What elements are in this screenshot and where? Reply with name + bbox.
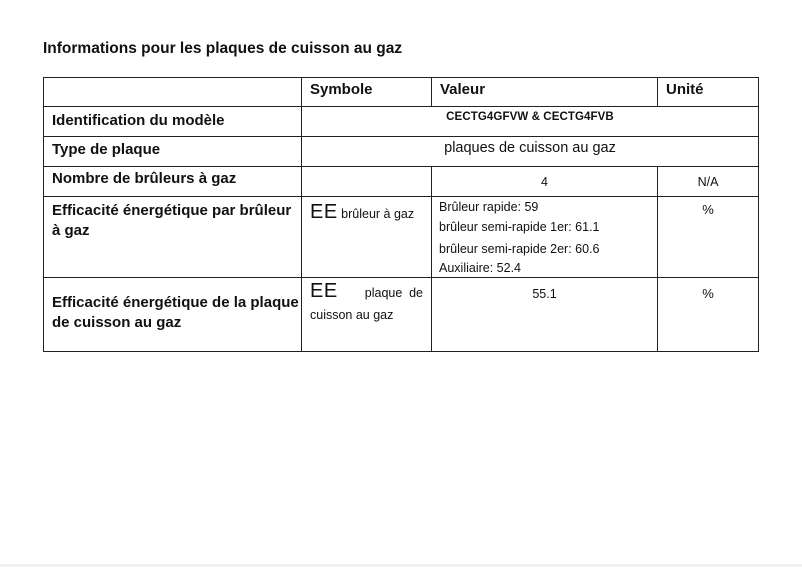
burner-count-value: 4	[541, 175, 548, 189]
ee-per-burner-symbol	[302, 197, 431, 225]
ee-per-burner-label: Efficacité énergétique par brûleur à gaz	[52, 202, 292, 239]
header-cell-unite	[658, 78, 759, 107]
ee-symbol-sub: brûleur à gaz	[341, 207, 415, 221]
model-identification-label: Identification du modèle	[52, 112, 225, 129]
hob-type-value: plaques de cuisson au gaz	[444, 140, 616, 156]
burner-count-symbol	[302, 167, 431, 171]
row-ee-per-burner	[44, 197, 759, 278]
burner-count-unit: N/A	[697, 175, 719, 189]
burner-value-semi-rapide-1: brûleur semi-rapide 1er: 61.1	[439, 220, 600, 234]
ee-hob-symbol	[302, 278, 431, 326]
ee-symbol-main: EE	[310, 201, 338, 223]
row-hob-type	[44, 137, 759, 167]
header-unite: Unité	[666, 81, 704, 98]
ee-hob-value: 55.1	[532, 287, 557, 301]
header-cell-empty	[44, 78, 302, 107]
burner-count-label: Nombre de brûleurs à gaz	[52, 170, 237, 187]
ee-per-burner-unit: %	[702, 202, 714, 217]
burner-value-semi-rapide-2: brûleur semi-rapide 2er: 60.6	[439, 242, 600, 256]
ee-hob-unit: %	[702, 286, 714, 301]
burner-value-rapide: Brûleur rapide: 59	[439, 200, 539, 214]
header-row	[44, 78, 759, 107]
gas-hob-info-table	[43, 77, 759, 352]
burner-value-auxiliaire: Auxiliaire: 52.4	[439, 261, 521, 275]
row-model-identification	[44, 107, 759, 137]
document-title: Informations pour les plaques de cuisson au gaz	[43, 40, 403, 57]
header-cell-valeur	[432, 78, 658, 107]
row-burner-count	[44, 167, 759, 197]
ee-per-burner-values	[432, 197, 657, 277]
ee-hob-symbol-sub: plaque de cuisson au gaz	[310, 286, 423, 322]
header-valeur: Valeur	[440, 81, 486, 98]
header-symbole: Symbole	[310, 81, 373, 98]
row-ee-hob	[44, 278, 759, 352]
model-identification-value: CECTG4GFVW & CECTG4FVB	[446, 111, 614, 123]
ee-hob-symbol-main: EE	[310, 280, 338, 302]
header-cell-symbole	[302, 78, 432, 107]
ee-hob-label: Efficacité énergétique de la plaque de cuisson au gaz	[52, 294, 299, 331]
hob-type-label: Type de plaque	[52, 141, 161, 158]
